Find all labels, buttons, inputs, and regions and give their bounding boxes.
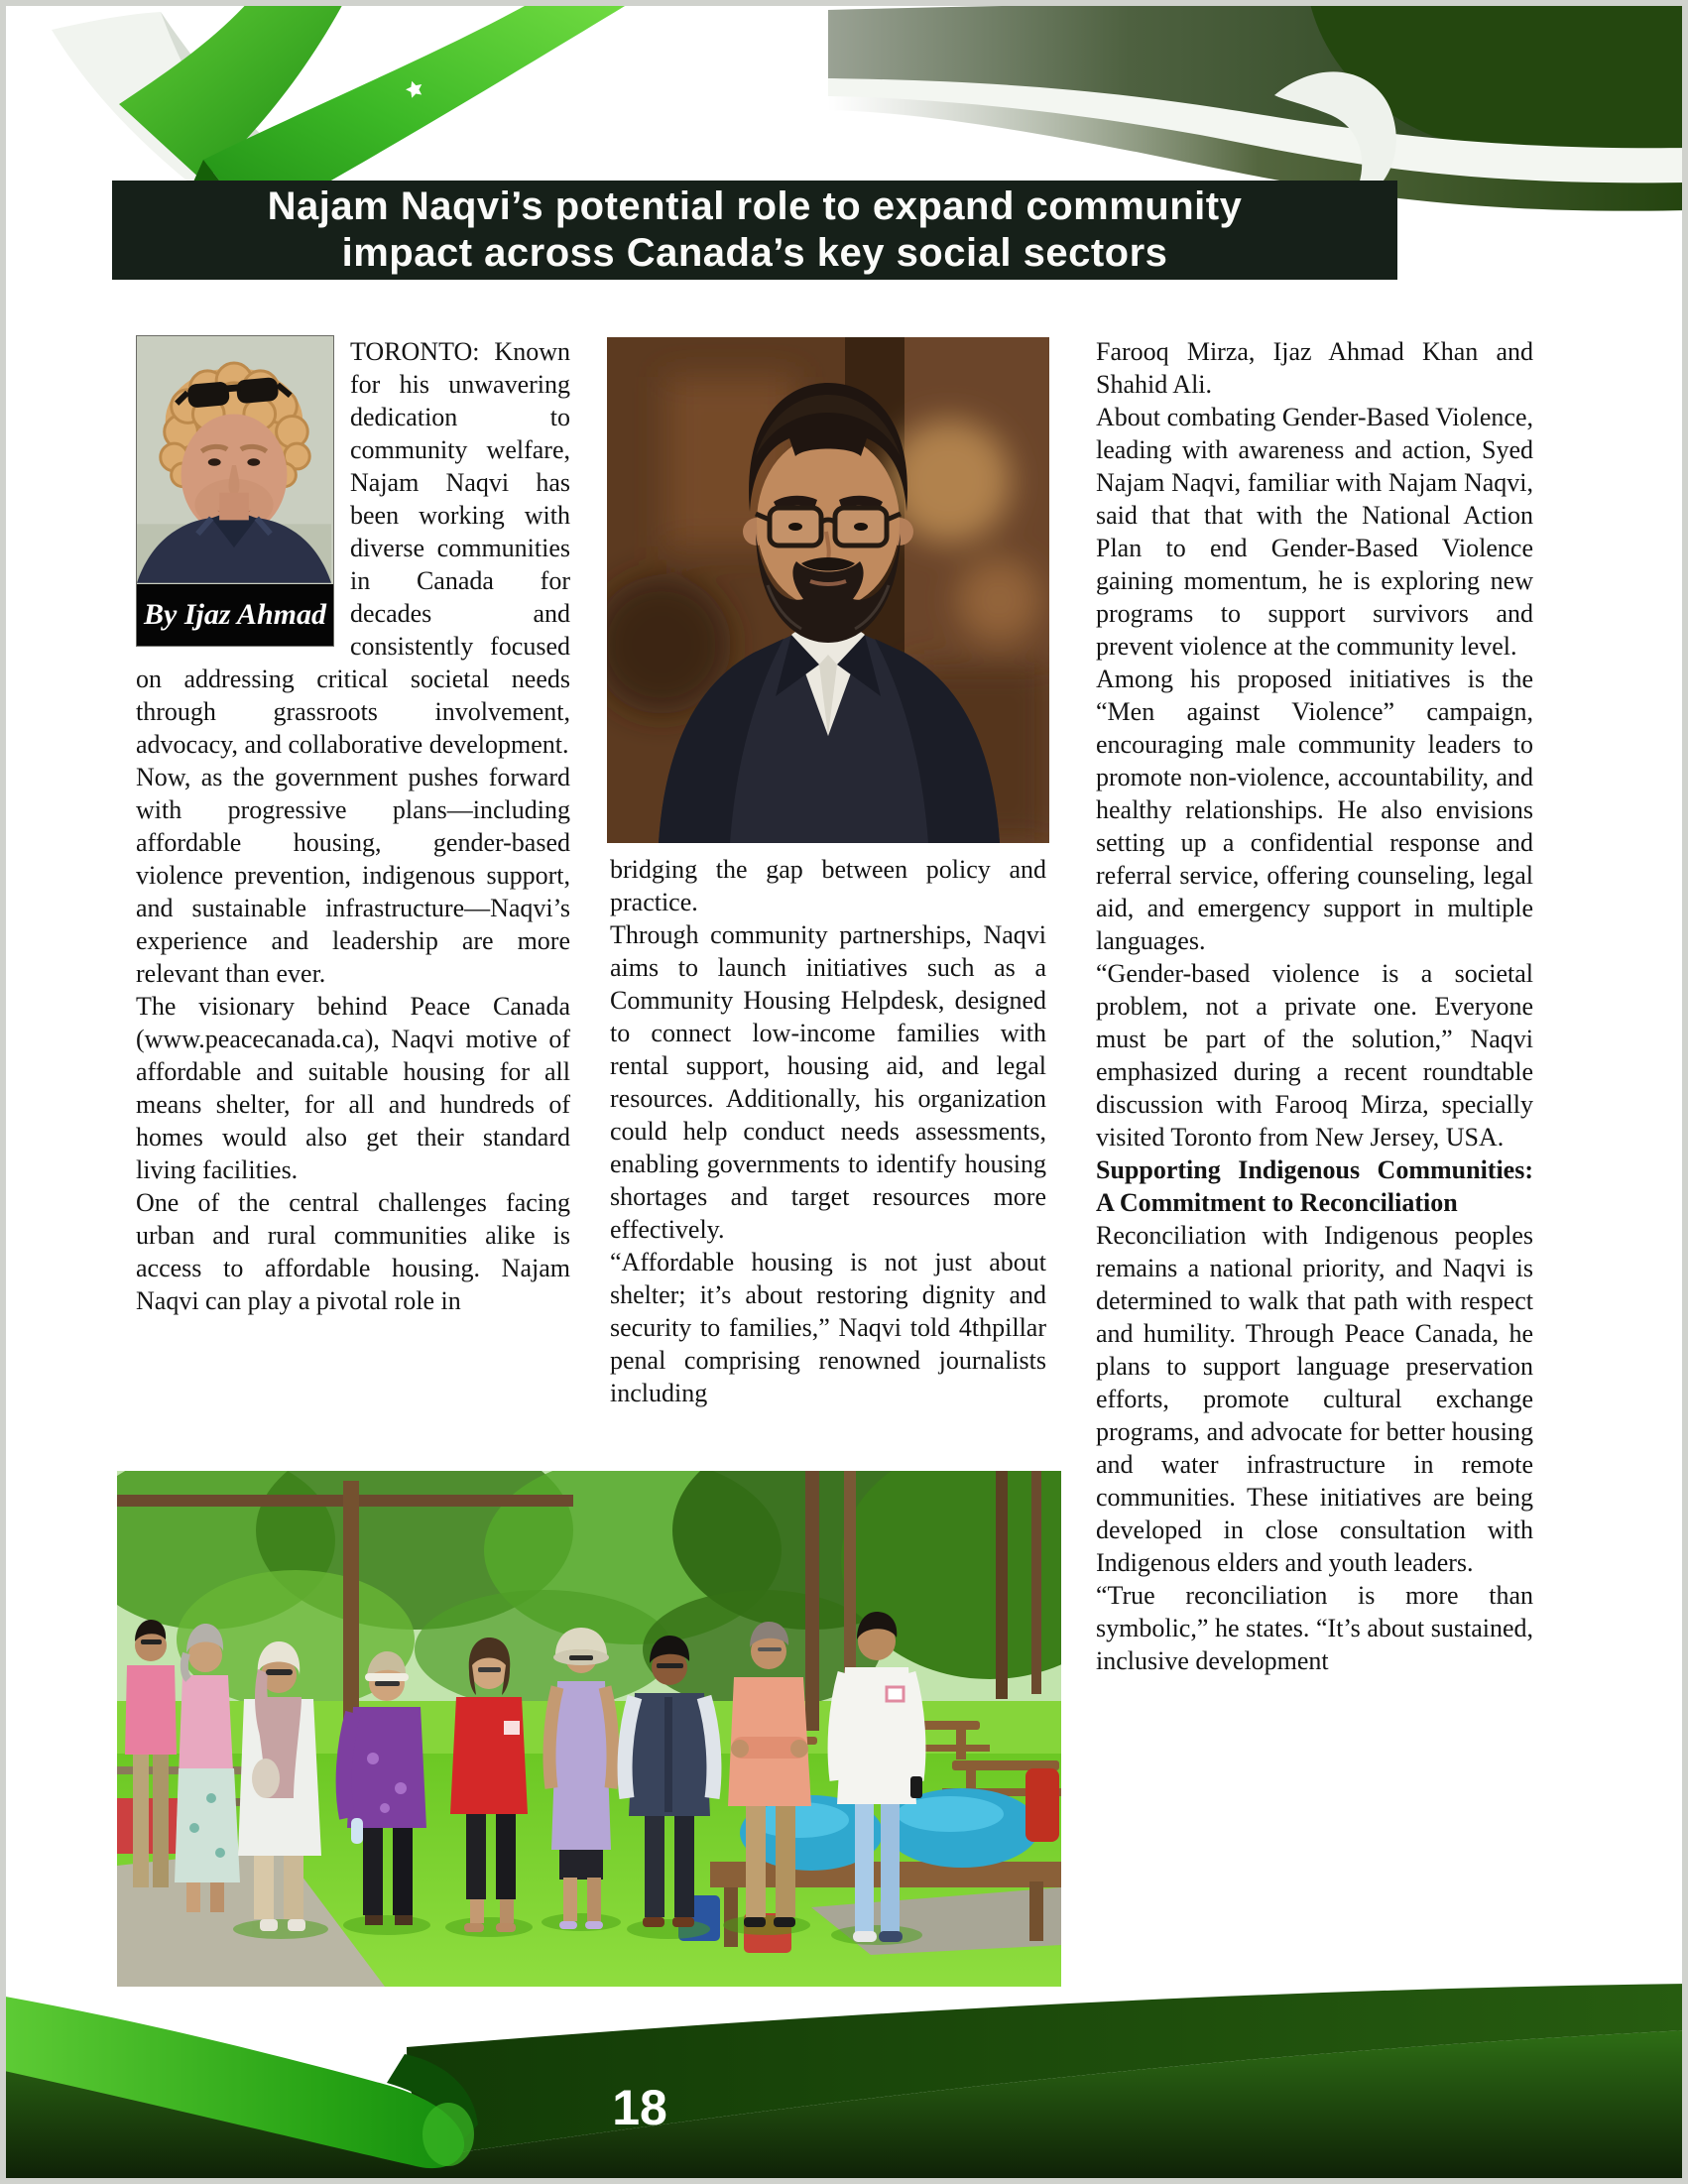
paragraph: TORONTO: Known for his unwavering dedication to community welfare, Najam Naqvi has been working with diverse communities in Canada for decades and consistently focused on addressing critical societal needs through grassroots involvement, advocacy, and collaborative development. <box>136 337 570 759</box>
article-column-2 <box>610 853 1046 1409</box>
paragraph: bridging the gap between policy and practice. <box>610 855 1046 916</box>
paragraph: “Affordable housing is not just about shelter; it’s about restoring dignity and security to families,” Naqvi told 4thpillar penal comprising renowned journalists including <box>610 1248 1046 1407</box>
paragraph: About combating Gender-Based Violence, leading with awareness and action, Syed Najam Naqvi, familiar with Najam Naqvi, said that that with the National Action Plan to end Gender-Based Violence gaining momentum, he is exploring new programs to support survivors and prevent violence at the community level. <box>1096 403 1533 661</box>
najam-naqvi-portrait-photo <box>607 337 1049 843</box>
byline: By Ijaz Ahmad <box>137 584 333 646</box>
paragraph: Now, as the government pushes forward with progressive plans—including affordable housing, gender-based violence prevention, indigenous support, and sustainable infrastructure—Naqvi’s experience and leadership are more relevant than ever. <box>136 763 570 988</box>
paragraph: Through community partnerships, Naqvi aims to launch initiatives such as a Community Housing Helpdesk, designed to connect low-income families with rental support, housing aid, and legal resources. Additionally, his organization could help conduct needs assessments, enabling governments to identify housing shortages and target resources more effectively. <box>610 920 1046 1244</box>
article-column-1 <box>136 335 570 1317</box>
article-title-bar <box>112 181 1397 280</box>
community-group-photo <box>117 1471 1061 1987</box>
paragraph: Farooq Mirza, Ijaz Ahmad Khan and Shahid Ali. <box>1096 337 1533 399</box>
paragraph: Among his proposed initiatives is the “Men against Violence” campaign, encouraging male community leaders to promote non-violence, accountability, and healthy relationships. He also envisions setting up a confidential response and referral service, offering counseling, legal aid, and emergency support in multiple languages. <box>1096 665 1533 955</box>
author-photo-card <box>136 335 334 647</box>
article-title-line2: impact across Canada’s key social sectors <box>341 231 1168 275</box>
author-photo <box>137 336 331 584</box>
bottom-ribbon-decoration <box>0 1976 1688 2184</box>
paragraph: One of the central challenges facing urban and rural communities alike is access to affordable housing. Najam Naqvi can play a pivotal role in <box>136 1188 570 1315</box>
article-title-line1: Najam Naqvi’s potential role to expand community <box>267 184 1243 228</box>
page-number: 18 <box>612 2080 667 2135</box>
paragraph: “Gender-based violence is a societal problem, not a private one. Everyone must be part of the solution,” Naqvi emphasized during a recent roundtable discussion with Farooq Mirza, specially visited Toronto from New Jersey, USA. <box>1096 959 1533 1152</box>
section-heading: Supporting Indigenous Communities: A Commitment to Reconciliation <box>1096 1155 1533 1217</box>
article-column-3 <box>1096 335 1533 1677</box>
paragraph: “True reconciliation is more than symbolic,” he states. “It’s about sustained, inclusive development <box>1096 1581 1533 1675</box>
paragraph: The visionary behind Peace Canada (www.peacecanada.ca), Naqvi motive of affordable and suitable housing for all means shelter, for all and hundreds of homes would also get their standard living facilities. <box>136 992 570 1184</box>
paragraph: Reconciliation with Indigenous peoples remains a national priority, and Naqvi is determined to walk that path with respect and humility. Through Peace Canada, he plans to support language preservation efforts, promote cultural exchange programs, and advocate for better housing and water infrastructure in remote communities. These initiatives are being developed in close consultation with Indigenous elders and youth leaders. <box>1096 1221 1533 1577</box>
